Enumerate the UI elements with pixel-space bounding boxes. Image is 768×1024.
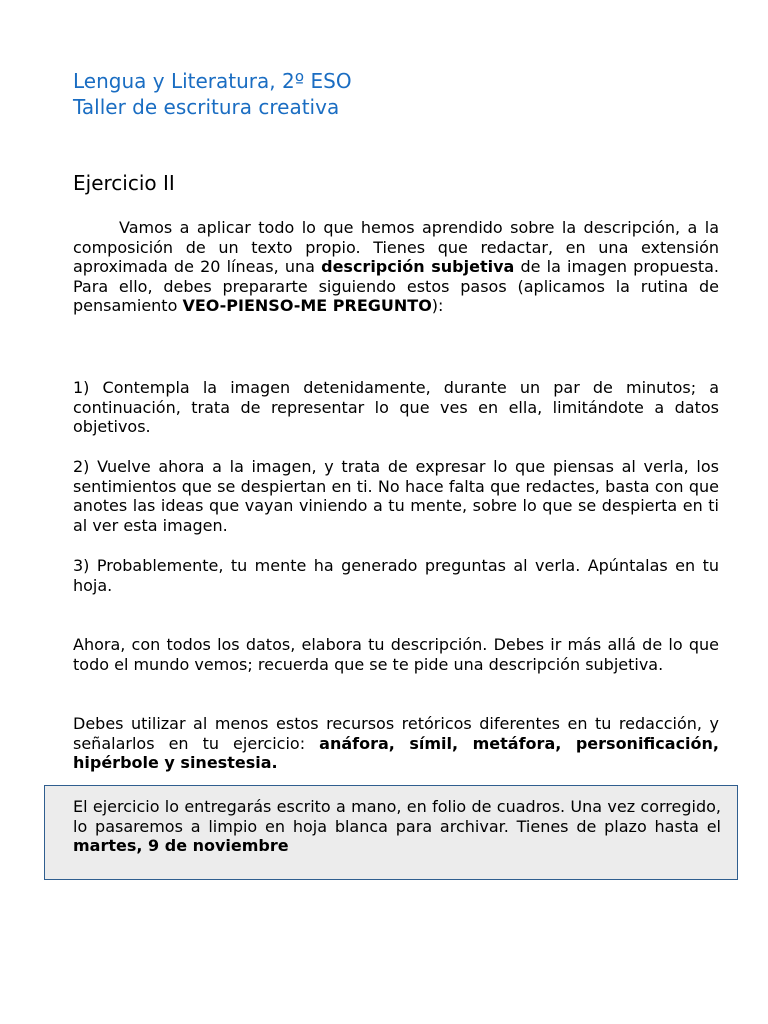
intro-text-1: Vamos a aplicar todo lo que hemos aprendido sobre la descripción, a la composición de un texto propio. Tienes que redactar, en una extensión aproximada de 20 líneas, una	[73, 218, 719, 277]
course-title: Lengua y Literatura, 2º ESO	[73, 69, 352, 93]
step-1: 1) Contempla la imagen detenidamente, durante un par de minutos; a continuación, trata de representar lo que ves en ella, limitándote a datos objetivos.	[73, 378, 719, 437]
resources-text: Debes utilizar al menos estos recursos retóricos diferentes en tu redacción, y señalarlos en tu ejercicio:	[73, 714, 719, 753]
intro-bold-2: VEO-PIENSO-ME PREGUNTO	[182, 296, 432, 316]
intro-text-3: ):	[431, 296, 444, 316]
document-header	[73, 68, 352, 120]
exercise-title: Ejercicio II	[73, 171, 175, 195]
workshop-title: Taller de escritura creativa	[73, 95, 340, 119]
resources-paragraph	[73, 714, 719, 773]
intro-bold-1: descripción subjetiva	[321, 257, 515, 277]
deadline-notice-box	[44, 785, 738, 880]
step-3: 3) Probablemente, tu mente ha generado preguntas al verla. Apúntalas en tu hoja.	[73, 556, 719, 595]
notice-paragraph	[73, 797, 721, 856]
intro-text-2: de la imagen propuesta. Para ello, debes prepararte siguiendo estos pasos (aplicamos la rutina de pensamiento	[73, 257, 719, 316]
intro-paragraph	[73, 218, 719, 316]
resources-list: anáfora, símil, metáfora, personificación, hipérbole y sinestesia.	[73, 733, 720, 773]
notice-text: El ejercicio lo entregarás escrito a mano, en folio de cuadros. Una vez corregido, lo pasaremos a limpio en hoja blanca para archivar. Tienes de plazo hasta el	[73, 797, 721, 836]
step-2: 2) Vuelve ahora a la imagen, y trata de expresar lo que piensas al verla, los sentimientos que se despiertan en ti. No hace falta que redactes, basta con que anotes las ideas que vayan viniendo a tu mente, sobre lo que se despierta en ti al ver esta imagen.	[73, 457, 719, 535]
instruction-paragraph: Ahora, con todos los datos, elabora tu descripción. Debes ir más allá de lo que todo el mundo vemos; recuerda que se te pide una descripción subjetiva.	[73, 635, 719, 674]
deadline-date: martes, 9 de noviembre	[73, 836, 289, 856]
